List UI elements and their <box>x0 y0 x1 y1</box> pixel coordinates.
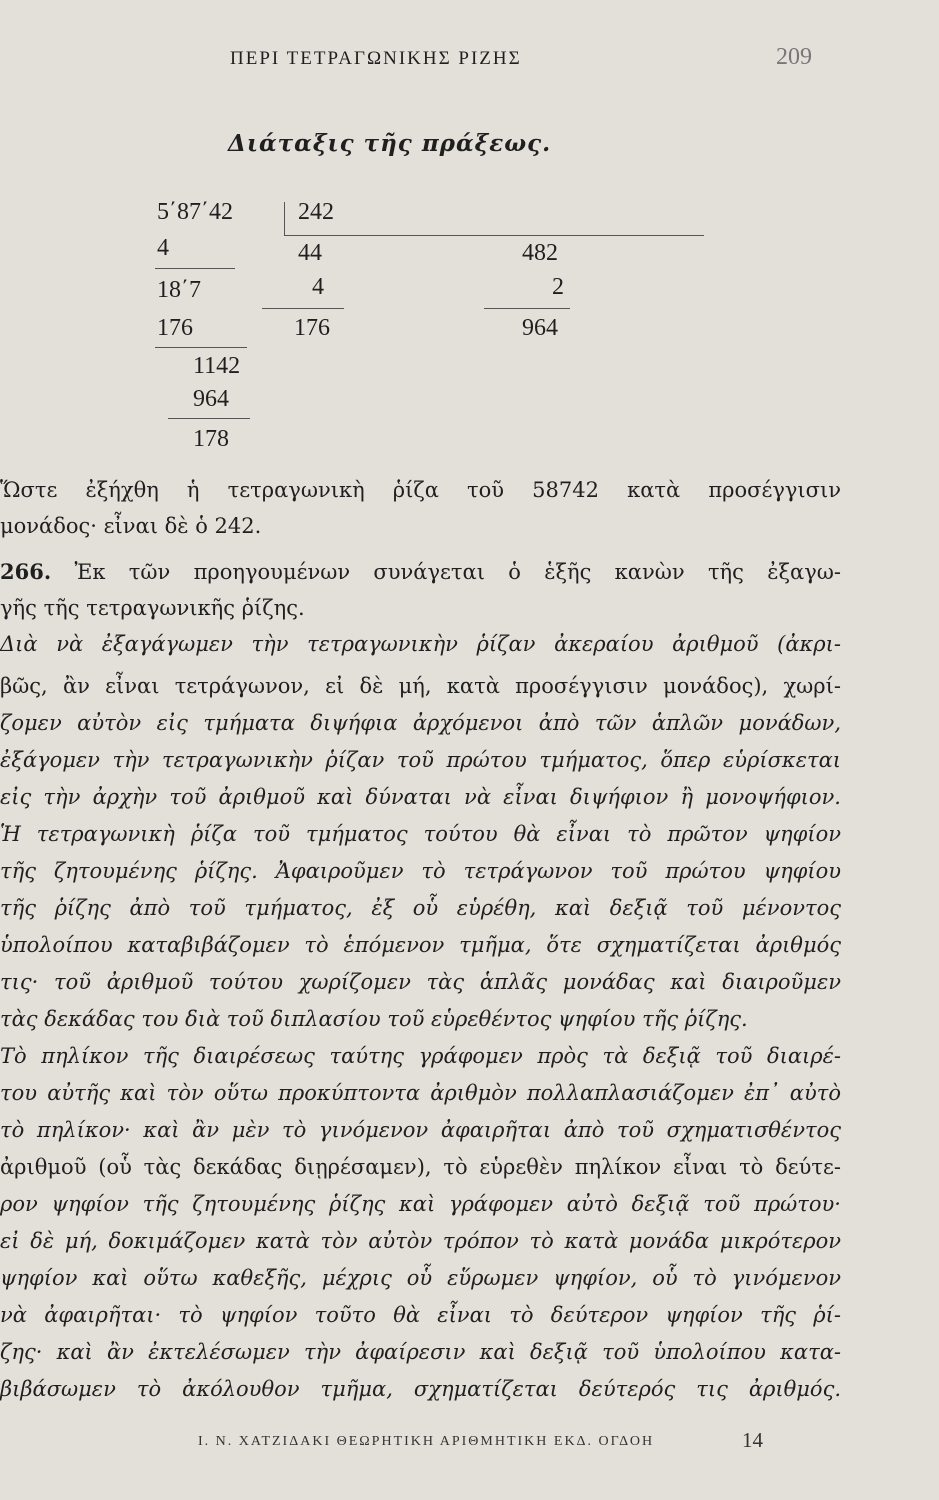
square-root-result: 242 <box>298 199 334 225</box>
text-line: εἰς τὴν ἀρχὴν τοῦ ἀριθμοῦ καὶ δύναται νὰ εἶναι διψήφιον ἢ μονοψήφιον. <box>0 785 841 809</box>
radicand: 5΄87΄42 <box>157 199 233 225</box>
second-trial-digit: 2 <box>552 274 564 300</box>
page-footer <box>0 1428 939 1458</box>
text-line: Ὥστε ἐξήχθη ἡ τετραγωνικὴ ῥίζα τοῦ 58742 κατὰ προσέγγισιν <box>0 478 841 502</box>
printer-line: Ι. Ν. ΧΑΤΖΙΔΑΚΙ ΘΕΩΡΗΤΙΚΗ ΑΡΙΘΜΗΤΙΚΗ ΕΚΔ. ΟΓΔΟΗ <box>198 1434 655 1449</box>
rule <box>262 308 344 309</box>
first-trial-digit: 4 <box>312 274 324 300</box>
text-line: ζομεν αὐτὸν εἰς τμήματα διψήφια ἀρχόμενοι ἀπὸ τῶν ἁπλῶν μονάδων, <box>0 711 841 735</box>
text-line: Διὰ νὰ ἐξαγάγωμεν τὴν τετραγωνικὴν ῥίζαν ἀκεραίου ἀριθμοῦ (ἀκρι- <box>0 632 841 656</box>
second-trial-product: 964 <box>522 315 558 341</box>
first-remainder: 18΄7 <box>157 277 201 303</box>
root-rule <box>284 235 704 236</box>
text-line: γῆς τῆς τετραγωνικῆς ῥίζης. <box>0 596 305 620</box>
square-root-calculation <box>0 0 939 470</box>
text-line: εἰ δὲ μή, δοκιμάζομεν κατὰ τὸν αὐτὸν τρόπον τὸ κατὰ μονάδα μικρότερον <box>0 1229 841 1253</box>
first-square: 4 <box>157 235 169 261</box>
text-line: ἀριθμοῦ (οὗ τὰς δεκάδας διῃρέσαμεν), τὸ εὑρεθὲν πηλίκον εἶναι τὸ δεύτε- <box>0 1155 841 1179</box>
text-line: ψηφίον καὶ οὕτω καθεξῆς, μέχρις οὗ εὕρωμεν ψηφίον, οὗ τὸ γινόμενον <box>0 1266 841 1290</box>
section-title: Διάταξις τῆς πράξεως. <box>228 130 552 157</box>
text-line: ἐξάγομεν τὴν τετραγωνικὴν ῥίζαν τοῦ πρώτου τμήματος, ὅπερ εὑρίσκεται <box>0 748 841 772</box>
first-trial-divisor: 44 <box>298 240 322 266</box>
second-trial-divisor: 482 <box>522 240 558 266</box>
text-line: τὰς δεκάδας του διὰ τοῦ διπλασίου τοῦ εὑρεθέντος ψηφίου τῆς ῥίζης. <box>0 1007 748 1031</box>
text-line: 266. Ἐκ τῶν προηγουμένων συνάγεται ὁ ἑξῆς κανὼν τῆς ἐξαγω- <box>0 559 841 584</box>
second-product: 964 <box>193 386 229 412</box>
page-number: 209 <box>776 44 812 70</box>
text-line: βῶς, ἂν εἶναι τετράγωνον, εἰ δὲ μή, κατὰ προσέγγισιν μονάδος), χωρί- <box>0 674 841 698</box>
second-remainder: 1142 <box>193 353 241 379</box>
text-line: ὑπολοίπου καταβιβάζομεν τὸ ἑπόμενον τμῆμα, ὅτε σχηματίζεται ἀριθμός <box>0 933 841 957</box>
text-line: Ἡ τετραγωνικὴ ῥίζα τοῦ τμήματος τούτου θὰ εἶναι τὸ πρῶτον ψηφίον <box>0 822 841 846</box>
text-line: βιβάσωμεν τὸ ἀκόλουθον τμῆμα, σχηματίζεται δεύτερός τις ἀριθμός. <box>0 1377 841 1401</box>
text-line: του αὐτῆς καὶ τὸν οὕτω προκύπτοντα ἀριθμὸν πολλαπλασιάζομεν ἐπ᾽ αὐτὸ <box>0 1081 841 1105</box>
signature-number: 14 <box>742 1428 763 1452</box>
section-number: 266. <box>0 559 52 584</box>
text-line: τὸ πηλίκον· καὶ ἂν μὲν τὸ γινόμενον ἀφαιρῆται ἀπὸ τοῦ σχηματισθέντος <box>0 1118 841 1142</box>
rule <box>155 347 247 348</box>
final-remainder: 178 <box>193 426 229 452</box>
text-line: Τὸ πηλίκον τῆς διαιρέσεως ταύτης γράφομεν πρὸς τὰ δεξιᾷ τοῦ διαιρέ- <box>0 1044 841 1068</box>
text-line: τῆς ζητουμένης ῥίζης. Ἀφαιροῦμεν τὸ τετράγωνον τοῦ πρώτου ψηφίου <box>0 859 841 883</box>
rule <box>484 308 570 309</box>
text-line: τις· τοῦ ἀριθμοῦ τούτου χωρίζομεν τὰς ἁπλᾶς μονάδας καὶ διαιροῦμεν <box>0 970 841 994</box>
text-line: νὰ ἀφαιρῆται· τὸ ψηφίον τοῦτο θὰ εἶναι τὸ δεύτερον ψηφίον τῆς ῥί- <box>0 1303 841 1327</box>
divider-line <box>284 202 285 236</box>
text-line: ρον ψηφίον τῆς ζητουμένης ῥίζης καὶ γράφομεν αὐτὸ δεξιᾷ τοῦ πρώτου· <box>0 1192 841 1216</box>
text-line: μονάδος· εἶναι δὲ ὁ 242. <box>0 514 262 538</box>
running-title: ΠΕΡΙ ΤΕΤΡΑΓΩΝΙΚΗΣ ΡΙΖΗΣ <box>230 48 522 69</box>
text-line: τῆς ῥίζης ἀπὸ τοῦ τμήματος, ἐξ οὗ εὑρέθη, καὶ δεξιᾷ τοῦ μένοντος <box>0 896 841 920</box>
text-line: ζης· καὶ ἂν ἐκτελέσωμεν τὴν ἀφαίρεσιν καὶ δεξιᾷ τοῦ ὑπολοίπου κατα- <box>0 1340 841 1364</box>
first-product: 176 <box>157 315 193 341</box>
rule <box>155 268 235 269</box>
first-trial-product: 176 <box>294 315 330 341</box>
rule <box>168 418 250 419</box>
